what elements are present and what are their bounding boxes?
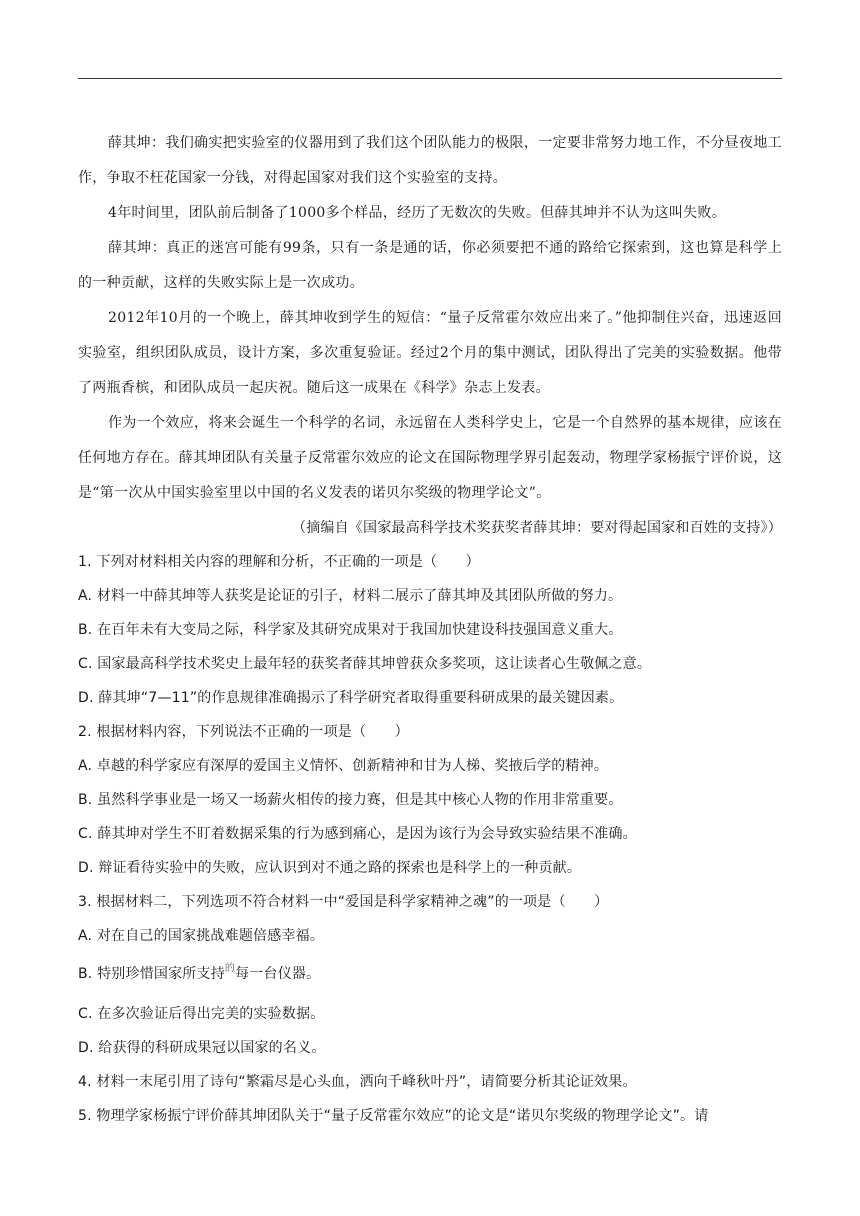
question-4-stem: 4. 材料一末尾引用了诗句“繁霜尽是心头血，洒向千峰秋叶丹”，请简要分析其论证效果。 (78, 1074, 637, 1090)
passage-paragraph: 作为一个效应，将来会诞生一个科学的名词，永远留在人类科学史上，它是一个自然界的基本规律，应该在任何地方存在。薛其坤团队有关量子反常霍尔效应的论文在国际物理学界引起轰动，物理学家杨振宁评价说，这是“第一次从中国实验室里以中国的名义发表的诺贝尔奖级的物理学论文”。 (78, 415, 782, 501)
superscript-mark: 的 (224, 963, 236, 974)
source-citation: （摘编自《国家最高科学技术奖获奖者薛其坤：要对得起国家和百姓的支持》） (292, 520, 782, 536)
question-2-stem: 2. 根据材料内容，下列说法不正确的一项是（ ） (78, 724, 409, 740)
question-5-stem: 5. 物理学家杨振宁评价薛其坤团队关于“量子反常霍尔效应”的论文是“诺贝尔奖级的物理学论文”。请 (78, 1108, 709, 1124)
question-2-option-a: A. 卓越的科学家应有深厚的爱国主义情怀、创新精神和甘为人梯、奖掖后学的精神。 (78, 758, 609, 774)
header-rule (78, 78, 782, 79)
option-text: 每一台仪器。 (235, 966, 321, 982)
question-1-option-b: B. 在百年未有大变局之际，科学家及其研究成果对于我国加快建设科技强国意义重大。 (78, 622, 623, 638)
question-3-option-d: D. 给获得的科研成果冠以国家的名义。 (78, 1040, 326, 1056)
question-3-option-b (78, 953, 782, 997)
passage-paragraph: 4年时间里，团队前后制备了1000多个样品，经历了无数次的失败。但薛其坤并不认为这叫失败。 (108, 205, 727, 221)
passage-paragraph: 薛其坤：我们确实把实验室的仪器用到了我们这个团队能力的极限，一定要非常努力地工作，不分昼夜地工作，争取不枉花国家一分钱，对得起国家对我们这个实验室的支持。 (78, 135, 782, 186)
question-3-option-a: A. 对在自己的国家挑战难题倍感幸福。 (78, 928, 325, 944)
question-3-stem: 3. 根据材料二，下列选项不符合材料一中“爱国是科学家精神之魂”的一项是（ ） (78, 894, 609, 910)
question-2-option-d: D. 辩证看待实验中的失败，应认识到对不通之路的探索也是科学上的一种贡献。 (78, 860, 582, 876)
question-1-option-d: D. 薛其坤“7—11”的作息规律准确揭示了科学研究者取得重要科研成果的最关键因素。 (78, 690, 624, 706)
question-1-stem: 1. 下列对材料相关内容的理解和分析，不正确的一项是（ ） (78, 554, 480, 570)
document-body (78, 126, 782, 1133)
question-1-option-c: C. 国家最高科学技术奖史上最年轻的获奖者薛其坤曾获众多奖项，这让读者心生敬佩之意。 (78, 656, 652, 672)
question-2-option-c: C. 薛其坤对学生不盯着数据采集的行为感到痛心，是因为该行为会导致实验结果不准确。 (78, 826, 637, 842)
question-1-option-a: A. 材料一中薛其坤等人获奖是论证的引子，材料二展示了薛其坤及其团队所做的努力。 (78, 588, 623, 604)
question-3-option-c: C. 在多次验证后得出完美的实验数据。 (78, 1006, 325, 1022)
passage-paragraph: 2012年10月的一个晚上，薛其坤收到学生的短信：“量子反常霍尔效应出来了。”他抑制住兴奋，迅速返回实验室，组织团队成员，设计方案，多次重复验证。经过2个月的集中测试，团队得出了完美的实验数据。他带了两瓶香槟，和团队成员一起庆祝。随后这一成果在《科学》杂志上发表。 (78, 310, 782, 396)
option-text: B. 特别珍惜国家所支持 (78, 966, 225, 982)
passage-paragraph: 薛其坤：真正的迷宫可能有99条，只有一条是通的话，你必须要把不通的路给它探索到，这也算是科学上的一种贡献，这样的失败实际上是一次成功。 (78, 240, 782, 291)
question-2-option-b: B. 虽然科学事业是一场又一场薪火相传的接力赛，但是其中核心人物的作用非常重要。 (78, 792, 623, 808)
